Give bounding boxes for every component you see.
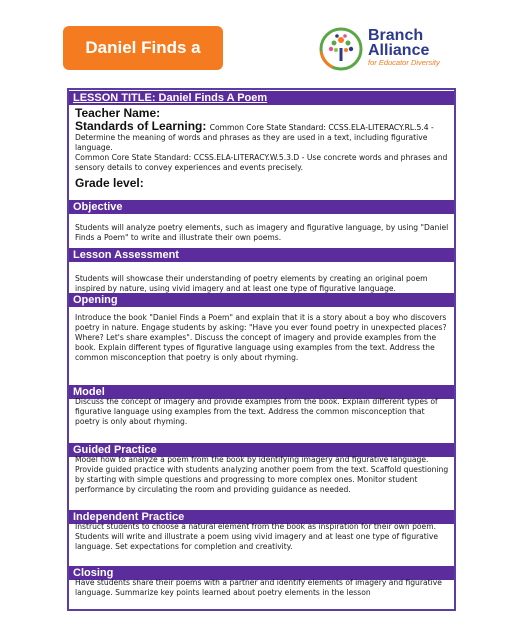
guided-practice-text: Model how to analyze a poem from the book by identifying imagery and figurative language. Provide guided practice with students analyzing another poem from the text. Scaffold questioning by starting with simple questions and progressing to more complex ones. Monitor student performance by circulating the room and providing guidance as needed. [75, 455, 449, 494]
standard-2-description: Common Core State Standard: CCSS.ELA-LITERACY.W.5.3.D - Use concrete words and phrases and sensory details to convey experiences and events precisely. [75, 153, 448, 172]
document-title-badge: Daniel Finds a [63, 26, 223, 70]
standard-1-description: Determine the meaning of words and phrases as they are used in a text, including figurative language. [75, 133, 428, 152]
tree-logo-icon [318, 26, 364, 72]
closing-heading: Closing [73, 567, 114, 579]
closing-text: Have students share their poems with a partner and identify elements of imagery and figurative language. Summarize key points learned about poetry elements in the lesson [75, 578, 442, 597]
opening-text: Introduce the book "Daniel Finds a Poem" and explain that it is a story about a boy who discovers poetry in nature. Engage students by asking: "Have you ever found poetry in unexpected places? Where? Let's share examples". Discuss the concept of imagery and provide examples from the book. Explain different types of figurative language using examples from the text. Address the common misconception that poetry is only about rhyming. [75, 313, 447, 362]
assessment-heading: Lesson Assessment [73, 249, 179, 261]
model-heading: Model [73, 386, 105, 398]
standard-1-inline: Common Core State Standard: CCSS.ELA-LITERACY.RL.5.4 - [209, 123, 434, 132]
branch-alliance-logo [318, 26, 478, 76]
standards-heading [75, 119, 455, 133]
lesson-plan-frame [67, 88, 456, 611]
guided-practice-heading: Guided Practice [73, 444, 157, 456]
logo-tagline: for Educator Diversity [368, 58, 440, 67]
opening-bar [69, 293, 454, 307]
logo-line-branch: Branch [368, 27, 424, 44]
lesson-title-bar [69, 91, 454, 105]
assessment-text: Students will showcase their understanding of poetry elements by creating an original poem inspired by nature, using vivid imagery and at least one type of figurative language. [75, 274, 428, 293]
logo-line-alliance: Alliance [368, 42, 430, 59]
standards-label: Standards of Learning: [75, 119, 207, 133]
teacher-name-label: Teacher Name: [75, 106, 161, 120]
model-text: Discuss the concept of imagery and provide examples from the book. Explain different types of figurative language using examples from the text. Address the common misconception that poetry is only about rhyming. [75, 397, 438, 426]
objective-bar [69, 200, 454, 214]
objective-text: Students will analyze poetry elements, such as imagery and figurative language, by using "Daniel Finds a Poem" to write and illustrate their own poems. [75, 223, 449, 242]
assessment-bar [69, 248, 454, 262]
independent-practice-text: Instruct students to choose a natural element from the book as inspiration for their own poem. Students will write and illustrate a poem using vivid imagery and at least one type of figurative language. Set expectations for completion and creativity. [75, 522, 439, 551]
independent-practice-heading: Independent Practice [73, 511, 185, 523]
objective-heading: Objective [73, 201, 123, 213]
grade-level-label: Grade level: [75, 176, 144, 190]
lesson-title: LESSON TITLE: Daniel Finds A Poem [73, 92, 268, 104]
opening-heading: Opening [73, 294, 118, 306]
